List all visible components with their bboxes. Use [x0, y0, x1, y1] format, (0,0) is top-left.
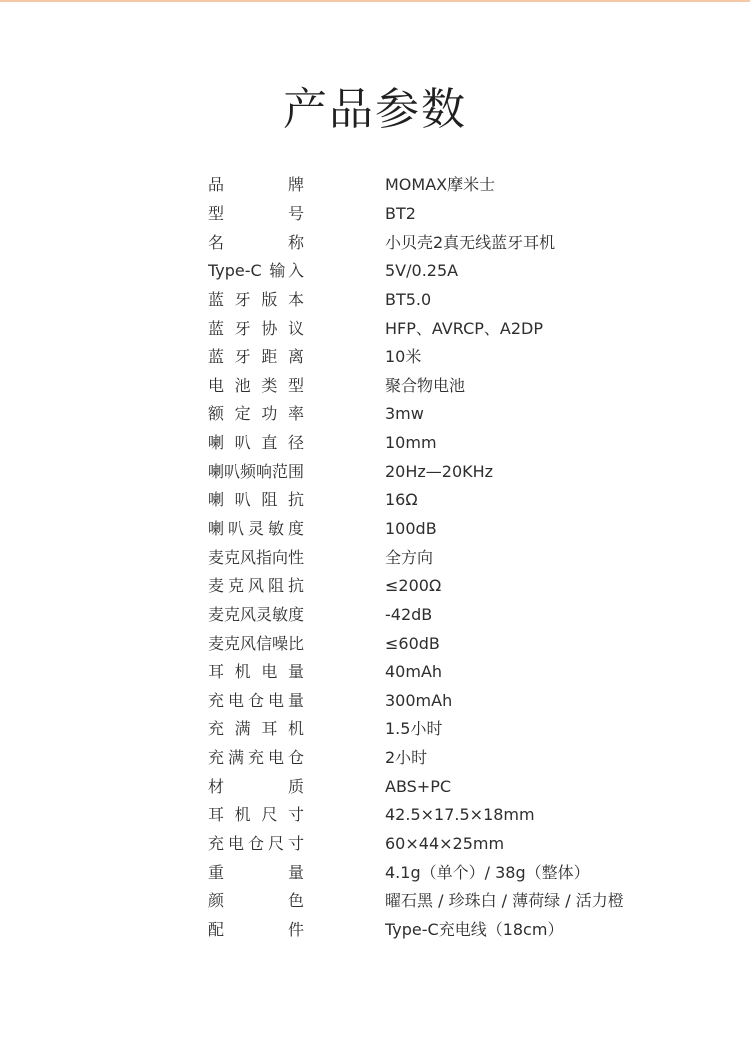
spec-row-bt-version — [208, 286, 688, 315]
spec-value: ≤60dB — [385, 633, 440, 653]
spec-value: MOMAX摩米士 — [385, 175, 496, 195]
spec-row-color — [208, 887, 688, 916]
spec-label: 颜 色 — [208, 891, 304, 911]
spec-row-battery-type — [208, 371, 688, 400]
spec-row-mic-snr — [208, 629, 688, 658]
spec-row-mic-sensitivity — [208, 601, 688, 630]
spec-label: 蓝牙协议 — [208, 318, 304, 338]
spec-value: 2小时 — [385, 748, 428, 768]
spec-row-bt-protocol — [208, 314, 688, 343]
spec-value: 全方向 — [385, 547, 434, 567]
spec-value: 5V/0.25A — [385, 261, 459, 281]
spec-value: 曜石黑 / 珍珠白 / 薄荷绿 / 活力橙 — [385, 891, 624, 911]
spec-label: 额定功率 — [208, 404, 304, 424]
spec-row-model — [208, 200, 688, 229]
spec-row-earbud-charge-time — [208, 715, 688, 744]
spec-row-case-charge-time — [208, 744, 688, 773]
top-accent-rule — [0, 0, 750, 2]
spec-row-name — [208, 228, 688, 257]
spec-row-mic-directivity — [208, 543, 688, 572]
spec-label: 喇叭阻抗 — [208, 490, 304, 510]
spec-row-typec-input — [208, 257, 688, 286]
spec-value: 聚合物电池 — [385, 375, 466, 395]
spec-label: 喇叭频响范围 — [208, 461, 304, 481]
spec-label: 电池类型 — [208, 375, 304, 395]
spec-label: 配 件 — [208, 919, 304, 939]
spec-value: 4.1g（单个）/ 38g（整体） — [385, 862, 590, 882]
spec-value: HFP、AVRCP、A2DP — [385, 318, 543, 338]
spec-label: 重 量 — [208, 862, 304, 882]
spec-label: 品 牌 — [208, 175, 304, 195]
spec-label: 充满充电仓 — [208, 748, 304, 768]
spec-row-earbud-battery — [208, 658, 688, 687]
spec-label: 充电仓电量 — [208, 690, 304, 710]
spec-label: 充满耳机 — [208, 719, 304, 739]
spec-value: BT5.0 — [385, 289, 432, 309]
spec-value: 42.5×17.5×18mm — [385, 805, 535, 825]
spec-label: 麦克风阻抗 — [208, 576, 304, 596]
spec-value: 小贝壳2真无线蓝牙耳机 — [385, 232, 556, 252]
spec-row-mic-impedance — [208, 572, 688, 601]
spec-label: 麦克风灵敏度 — [208, 604, 304, 624]
spec-value: 3mw — [385, 404, 424, 424]
spec-label: 蓝牙距离 — [208, 347, 304, 367]
spec-row-speaker-frequency — [208, 457, 688, 486]
spec-row-earbud-size — [208, 801, 688, 830]
spec-label: 型 号 — [208, 203, 304, 223]
spec-row-accessories — [208, 916, 688, 945]
spec-label: 充电仓尺寸 — [208, 834, 304, 854]
spec-row-brand — [208, 171, 688, 200]
spec-label: 耳机尺寸 — [208, 805, 304, 825]
spec-row-bt-range — [208, 343, 688, 372]
spec-value: ≤200Ω — [385, 576, 442, 596]
spec-value: 16Ω — [385, 490, 418, 510]
spec-label: 耳机电量 — [208, 662, 304, 682]
spec-label: 喇叭直径 — [208, 433, 304, 453]
spec-value: BT2 — [385, 203, 416, 223]
spec-value: 300mAh — [385, 690, 453, 710]
spec-row-material — [208, 772, 688, 801]
spec-value: 10米 — [385, 347, 422, 367]
spec-label: 蓝牙版本 — [208, 289, 304, 309]
spec-row-rated-power — [208, 400, 688, 429]
spec-value: 20Hz—20KHz — [385, 461, 494, 481]
spec-value: -42dB — [385, 604, 433, 624]
spec-row-weight — [208, 858, 688, 887]
spec-row-case-size — [208, 830, 688, 859]
spec-value: 100dB — [385, 519, 437, 538]
spec-value: 10mm — [385, 433, 437, 453]
spec-row-speaker-sensitivity — [208, 515, 688, 544]
spec-label: 麦克风指向性 — [208, 547, 304, 567]
spec-label: 名 称 — [208, 232, 304, 252]
spec-row-case-battery — [208, 687, 688, 716]
spec-value: 1.5小时 — [385, 719, 443, 739]
spec-label: 材 质 — [208, 776, 304, 796]
page-title: 产品参数 — [283, 84, 467, 135]
spec-label: 喇叭灵敏度 — [208, 519, 304, 538]
spec-table — [208, 171, 688, 944]
spec-value: ABS+PC — [385, 776, 452, 796]
spec-label: Type-C 输入 — [208, 261, 304, 281]
spec-row-speaker-impedance — [208, 486, 688, 515]
spec-row-speaker-diameter — [208, 429, 688, 458]
spec-value: 60×44×25mm — [385, 834, 505, 854]
spec-value: Type-C充电线（18cm） — [385, 919, 564, 939]
spec-value: 40mAh — [385, 662, 443, 682]
spec-label: 麦克风信噪比 — [208, 633, 304, 653]
